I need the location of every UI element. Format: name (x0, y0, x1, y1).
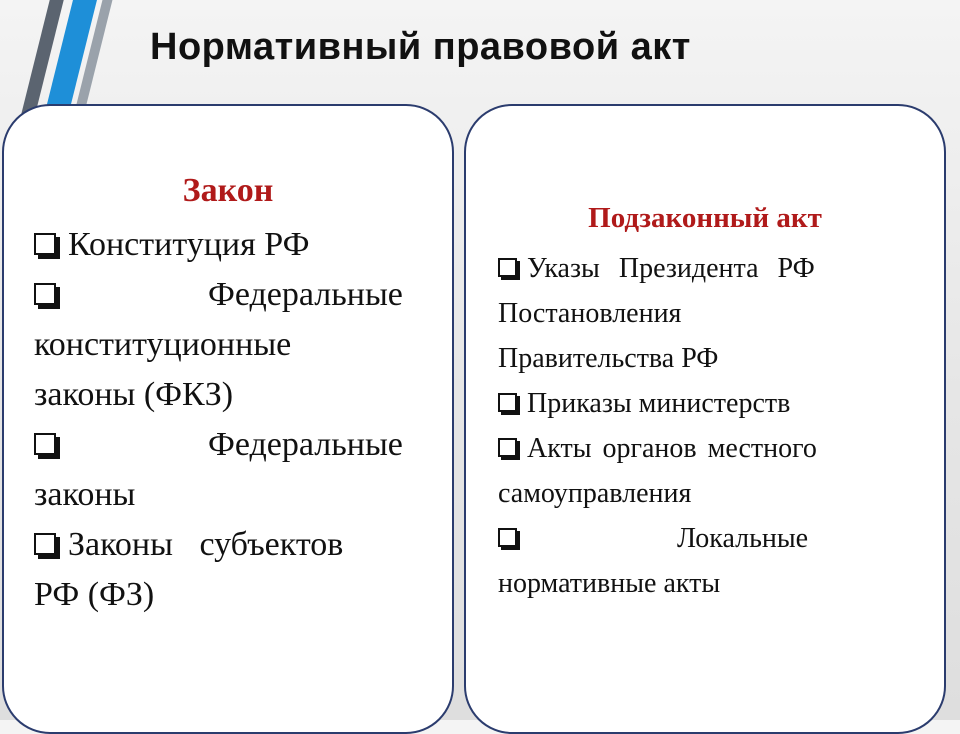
list-item-continuation: законы (ФКЗ) (34, 376, 234, 413)
list-item: Приказы министерств (498, 381, 926, 426)
bylaw-panel (464, 104, 946, 734)
law-list (34, 220, 422, 620)
checkbox-icon (498, 528, 517, 547)
checkbox-icon (34, 533, 56, 555)
list-item: Конституция РФ (34, 220, 422, 270)
list-item-continuation: законы (34, 476, 136, 513)
list-item: Указы Президента РФ (498, 246, 926, 291)
checkbox-icon (498, 258, 517, 277)
list-item: Федеральные (34, 420, 422, 470)
checkbox-icon (34, 283, 56, 305)
checkbox-icon (34, 233, 56, 255)
bylaw-list (498, 246, 926, 606)
checkbox-icon (498, 393, 517, 412)
list-item-continuation: самоуправления (498, 478, 692, 509)
list-item-continuation: Постановления (498, 298, 682, 329)
list-item-continuation: конституционные (34, 326, 292, 363)
bylaw-heading: Подзаконный акт (588, 202, 822, 234)
list-item-continuation: нормативные акты (498, 568, 721, 599)
law-heading: Закон (182, 172, 274, 209)
law-panel (2, 104, 454, 734)
list-item-continuation: РФ (ФЗ) (34, 576, 155, 613)
checkbox-icon (34, 433, 56, 455)
list-item: Локальные (498, 516, 926, 561)
checkbox-icon (498, 438, 517, 457)
list-item-continuation: Правительства РФ (498, 343, 719, 374)
list-item: Законы субъектов (34, 520, 422, 570)
list-item: Федеральные (34, 270, 422, 320)
list-item: Акты органов местного (498, 426, 926, 471)
slide-title: Нормативный правовой акт (150, 26, 691, 68)
